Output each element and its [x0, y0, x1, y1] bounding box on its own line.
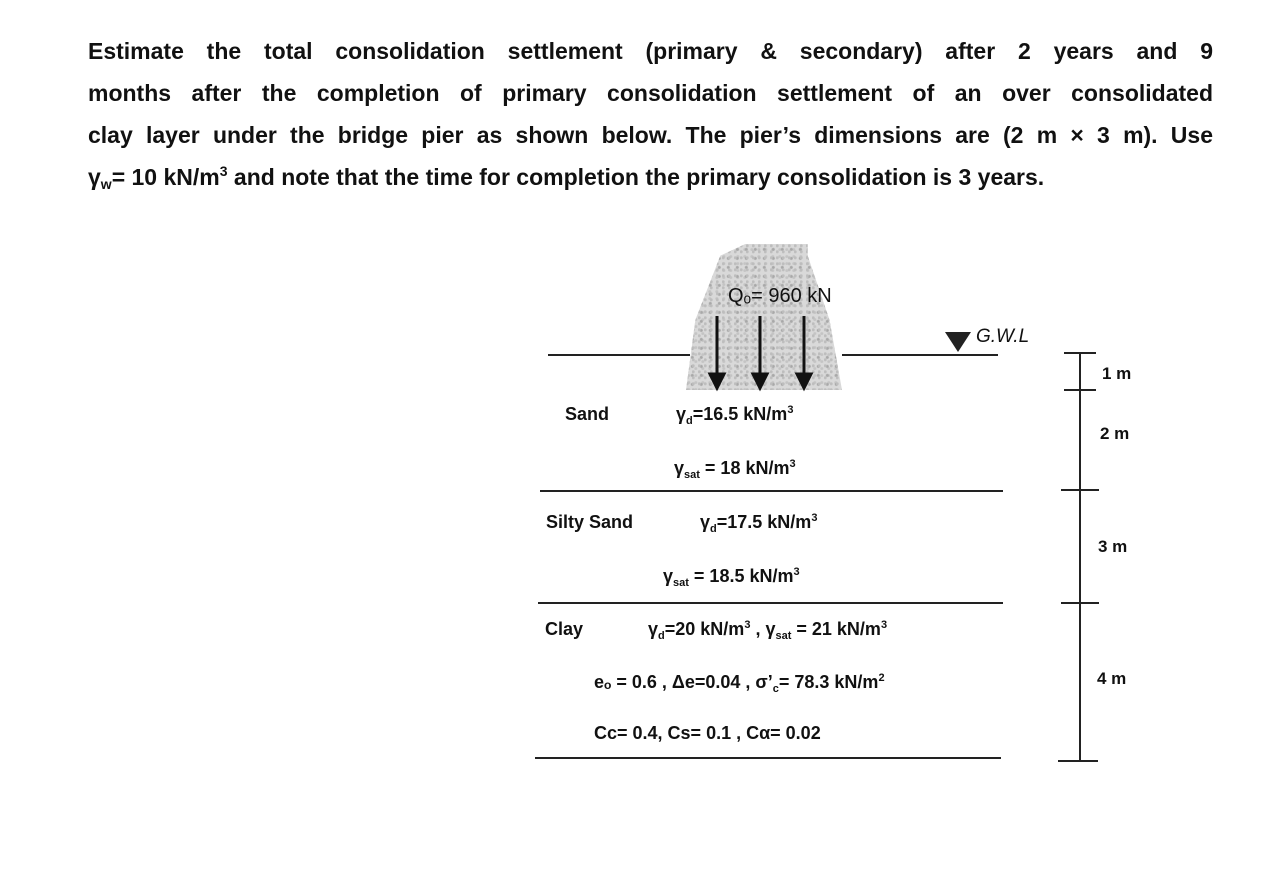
ground-surface-right: [842, 354, 998, 356]
silty-sand-sat-unit-weight: $\gamma_{sat} = 18.5$ $kN/m^3$: [663, 566, 800, 589]
unit-superscript: 3: [219, 163, 228, 179]
silty-sand-layer-name: Silty Sand: [546, 512, 634, 532]
dimension-2m: 2 m: [1100, 424, 1130, 443]
ground-surface-left: [548, 354, 690, 356]
dimension-tick-silty-sand: [1061, 602, 1099, 604]
problem-line-1: Estimate the total consolidation settlement (primary & secondary) after 2 years and 9: [88, 38, 1213, 64]
clay-unit-weights: $\gamma_d=20$ $kN/m^3$ , $\gamma_{sat} = 21$ $kN/m^3$: [648, 619, 888, 642]
silty-sand-clay-boundary: [538, 602, 1003, 604]
sand-silty-sand-boundary: [540, 490, 1003, 492]
water-table-label: G.W.L: [976, 326, 1030, 347]
problem-line-4-rest: and note that the time for completion the primary consolidation is 3 years.: [227, 164, 1045, 190]
dimension-1m: 1 m: [1102, 364, 1132, 383]
sand-dry-unit-weight: $\gamma_d=16.5$ $kN/m^3$: [676, 404, 794, 427]
sand-layer-name: Sand: [565, 404, 610, 424]
problem-line-2: months after the completion of primary consolidation settlement of an over consolidated: [88, 80, 1213, 106]
dimension-4m: 4 m: [1097, 669, 1127, 688]
water-table-icon: [943, 330, 973, 354]
load-arrows-icon: [690, 312, 830, 392]
clay-bottom-boundary: [535, 757, 1001, 759]
gamma-symbol: γ: [88, 164, 101, 190]
dimension-tick-top: [1064, 352, 1096, 354]
sand-sat-unit-weight: $\gamma_{sat} = 18$ $kN/m^3$: [674, 458, 796, 481]
clay-properties-2: Cc= 0.4, Cs= 0.1 , Cα= 0.02: [594, 723, 821, 743]
load-label: Qₒ= 960 kN: [728, 285, 832, 307]
silty-sand-dry-unit-weight: $\gamma_d=17.5$ $kN/m^3$: [700, 512, 818, 535]
dimension-tick-bottom: [1058, 760, 1098, 762]
problem-statement: [88, 30, 1213, 201]
clay-properties-1: eₒ = 0.6 , Δe=0.04 , $\sigma’_c= 78.3$ $kN/m^2$: [594, 672, 885, 695]
gamma-subscript: w: [100, 176, 112, 192]
clay-layer-name: Clay: [545, 619, 584, 639]
dimension-tick-gwl: [1064, 389, 1096, 391]
problem-line-4: [88, 156, 1213, 201]
problem-line-3: clay layer under the bridge pier as shown below. The pier’s dimensions are (2 m × 3 m). Use: [88, 122, 1213, 148]
dimension-tick-sand: [1061, 489, 1099, 491]
dimension-line: [1079, 352, 1081, 762]
gamma-value: = 10 kN/m: [111, 164, 220, 190]
dimension-3m: 3 m: [1098, 537, 1128, 556]
